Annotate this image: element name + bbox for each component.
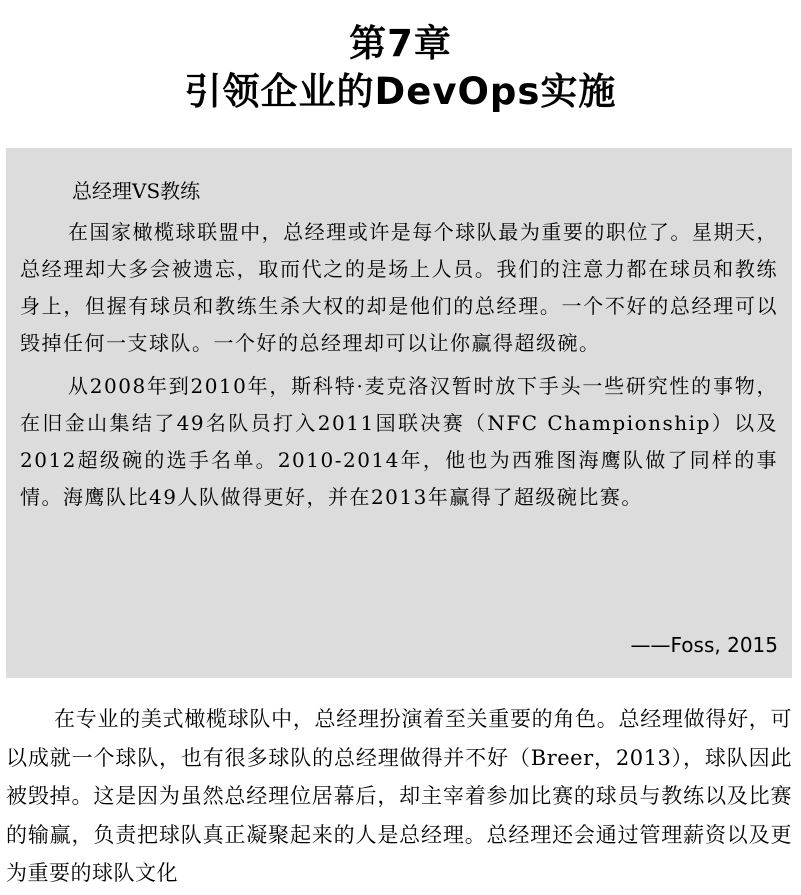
quote-paragraph: 在国家橄榄球联盟中，总经理或许是每个球队最为重要的职位了。星期天，总经理却大多会被遗忘，取而代之的是场上人员。我们的注意力都在球员和教练身上，但握有球员和教练生杀大权的却是他们的总经理。一个不好的总经理可以毁掉任何一支球队。一个好的总经理却可以让你赢得超级碗。	[20, 220, 778, 355]
body-text	[6, 700, 792, 893]
quote-paragraph: 从2008年到2010年，斯科特·麦克洛汉暂时放下手头一些研究性的事物，在旧金山集结了49名队员打入2011国联决赛（NFC Championship）以及2012超级碗的选手名单。2010-2014年，他也为西雅图海鹰队做了同样的事情。海鹰队比49人队做得更好，并在2013年赢得了超级碗比赛。	[20, 374, 778, 509]
quote-source: ——Foss, 2015	[630, 633, 778, 657]
chapter-header	[0, 20, 801, 116]
quote-box	[6, 148, 792, 678]
chapter-title: 引领企业的DevOps实施	[184, 70, 617, 113]
quote-heading: 总经理VS教练	[72, 179, 201, 203]
body-paragraph: 在专业的美式橄榄球队中，总经理扮演着至关重要的角色。总经理做得好，可以成就一个球队，也有很多球队的总经理做得并不好（Breer，2013），球队因此被毁掉。这是因为虽然总经理位居幕后，却主宰着参加比赛的球员与教练以及比赛的输赢，负责把球队真正凝聚起来的人是总经理。总经理还会通过管理薪资以及更为重要的球队文化	[6, 707, 792, 885]
chapter-number: 第7章	[349, 22, 452, 65]
